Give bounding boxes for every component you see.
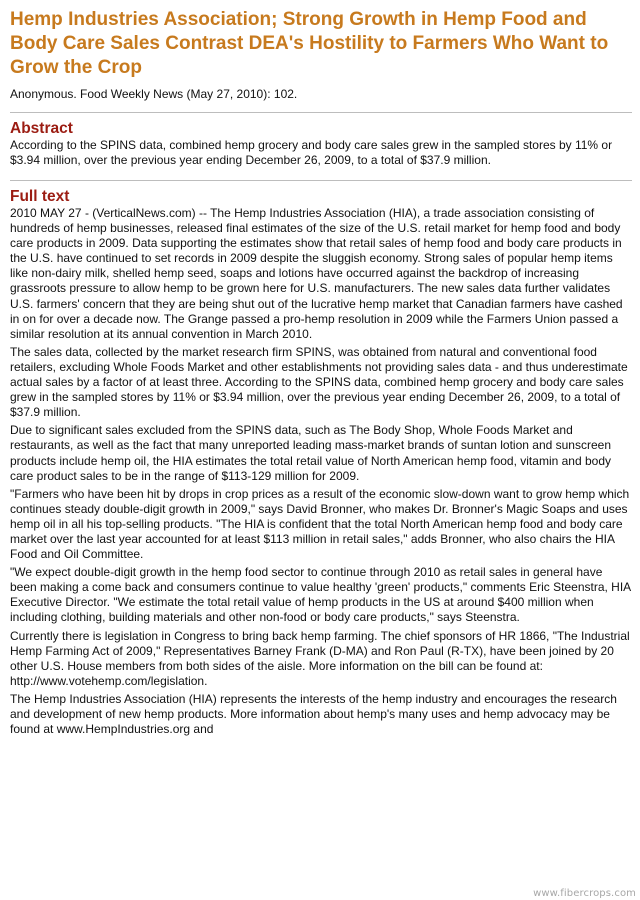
full-text-divider xyxy=(10,180,632,181)
full-text-paragraph: "Farmers who have been hit by drops in crop prices as a result of the economic slow-down want to grow hemp which continues steady double-digit growth in 2009," says David Bronner, who makes Dr. Bronner's Magic Soaps and uses hemp oil in all his top-selling products. "The HIA is confident that the total North American hemp food and body care market over the last year accounted for at least $113 million in retail sales," adds Bronner, who also chairs the HIA Food and Oil Committee. xyxy=(10,486,630,562)
full-text-paragraph: 2010 MAY 27 - (VerticalNews.com) -- The Hemp Industries Association (HIA), a trade association consisting of hundreds of hemp businesses, released final estimates of the size of the U.S. retail market for hemp food and body care products in 2009. Data supporting the estimates show that retail sales of hemp food and body care products in the U.S. have continued to set records in 2009 despite the sluggish economy. Strong sales of popular hemp items like non-dairy milk, shelled hemp seed, soaps and lotions have occurred against the backdrop of increasing grassroots pressure to allow hemp to be grown here for U.S. manufacturers. The new sales data further validates U.S. farmers' concern that they are being shut out of the lucrative hemp market that Canadian farmers have cashed in on for over a decade now. The Grange passed a pro-hemp resolution in 2009 while the Farmers Union passed a similar resolution at its annual convention in March 2010. xyxy=(10,206,623,341)
article-citation: Anonymous. Food Weekly News (May 27, 2010): 102. xyxy=(10,87,298,101)
full-text-paragraph: Due to significant sales excluded from the SPINS data, such as The Body Shop, Whole Foods Market and restaurants, as well as the fact that many unreported leading mass-market brands of suntan lotion and sunscreen products include hemp oil, the HIA estimates the total retail value of North American hemp food, vitamin and body care product sales to be in the range of $113-129 million for 2009. xyxy=(10,423,611,483)
abstract-heading: Abstract xyxy=(10,120,73,137)
full-text-body xyxy=(10,206,632,737)
full-text-heading: Full text xyxy=(10,188,70,205)
article-title: Hemp Industries Association; Strong Growth in Hemp Food and Body Care Sales Contrast DEA's Hostility to Farmers Who Want to Grow the Crop xyxy=(10,9,609,78)
abstract-divider xyxy=(10,112,632,113)
article-page xyxy=(10,8,632,740)
full-text-paragraph: The Hemp Industries Association (HIA) represents the interests of the hemp industry and encourages the research and development of new hemp products. More information about hemp's many uses and hemp advocacy may be found at www.HempIndustries.org and xyxy=(10,691,617,737)
watermark: www.fibercrops.com xyxy=(533,888,636,899)
full-text-paragraph: The sales data, collected by the market research firm SPINS, was obtained from natural and conventional food retailers, excluding Whole Foods Market and other establishments not providing sales data - and thus underestimate actual sales by a factor of at least three. According to the SPINS data, combined hemp grocery and body care sales grew in the sampled stores by 11% or $3.94 million, over the previous year ending December 26, 2009, to a total of $37.9 million. xyxy=(10,344,628,420)
full-text-paragraph: Currently there is legislation in Congress to bring back hemp farming. The chief sponsors of HR 1866, "The Industrial Hemp Farming Act of 2009," Representatives Barney Frank (D-MA) and Ron Paul (R-TX), have been joined by 20 other U.S. House members from both sides of the aisle. More information on the bill can be found at: http://www.votehemp.com/legislation. xyxy=(10,628,630,688)
full-text-paragraph: "We expect double-digit growth in the hemp food sector to continue through 2010 as retail sales in general have been making a come back and consumers continue to value healthy 'green' products," comments Eric Steenstra, HIA Executive Director. "We estimate the total retail value of hemp products in the US at around $400 million when including clothing, building materials and other non-food or body care products," says Steenstra. xyxy=(10,565,631,625)
abstract-text: According to the SPINS data, combined hemp grocery and body care sales grew in the sampled stores by 11% or $3.94 million, over the previous year ending December 26, 2009, to a total of $37.9 million. xyxy=(10,138,613,167)
